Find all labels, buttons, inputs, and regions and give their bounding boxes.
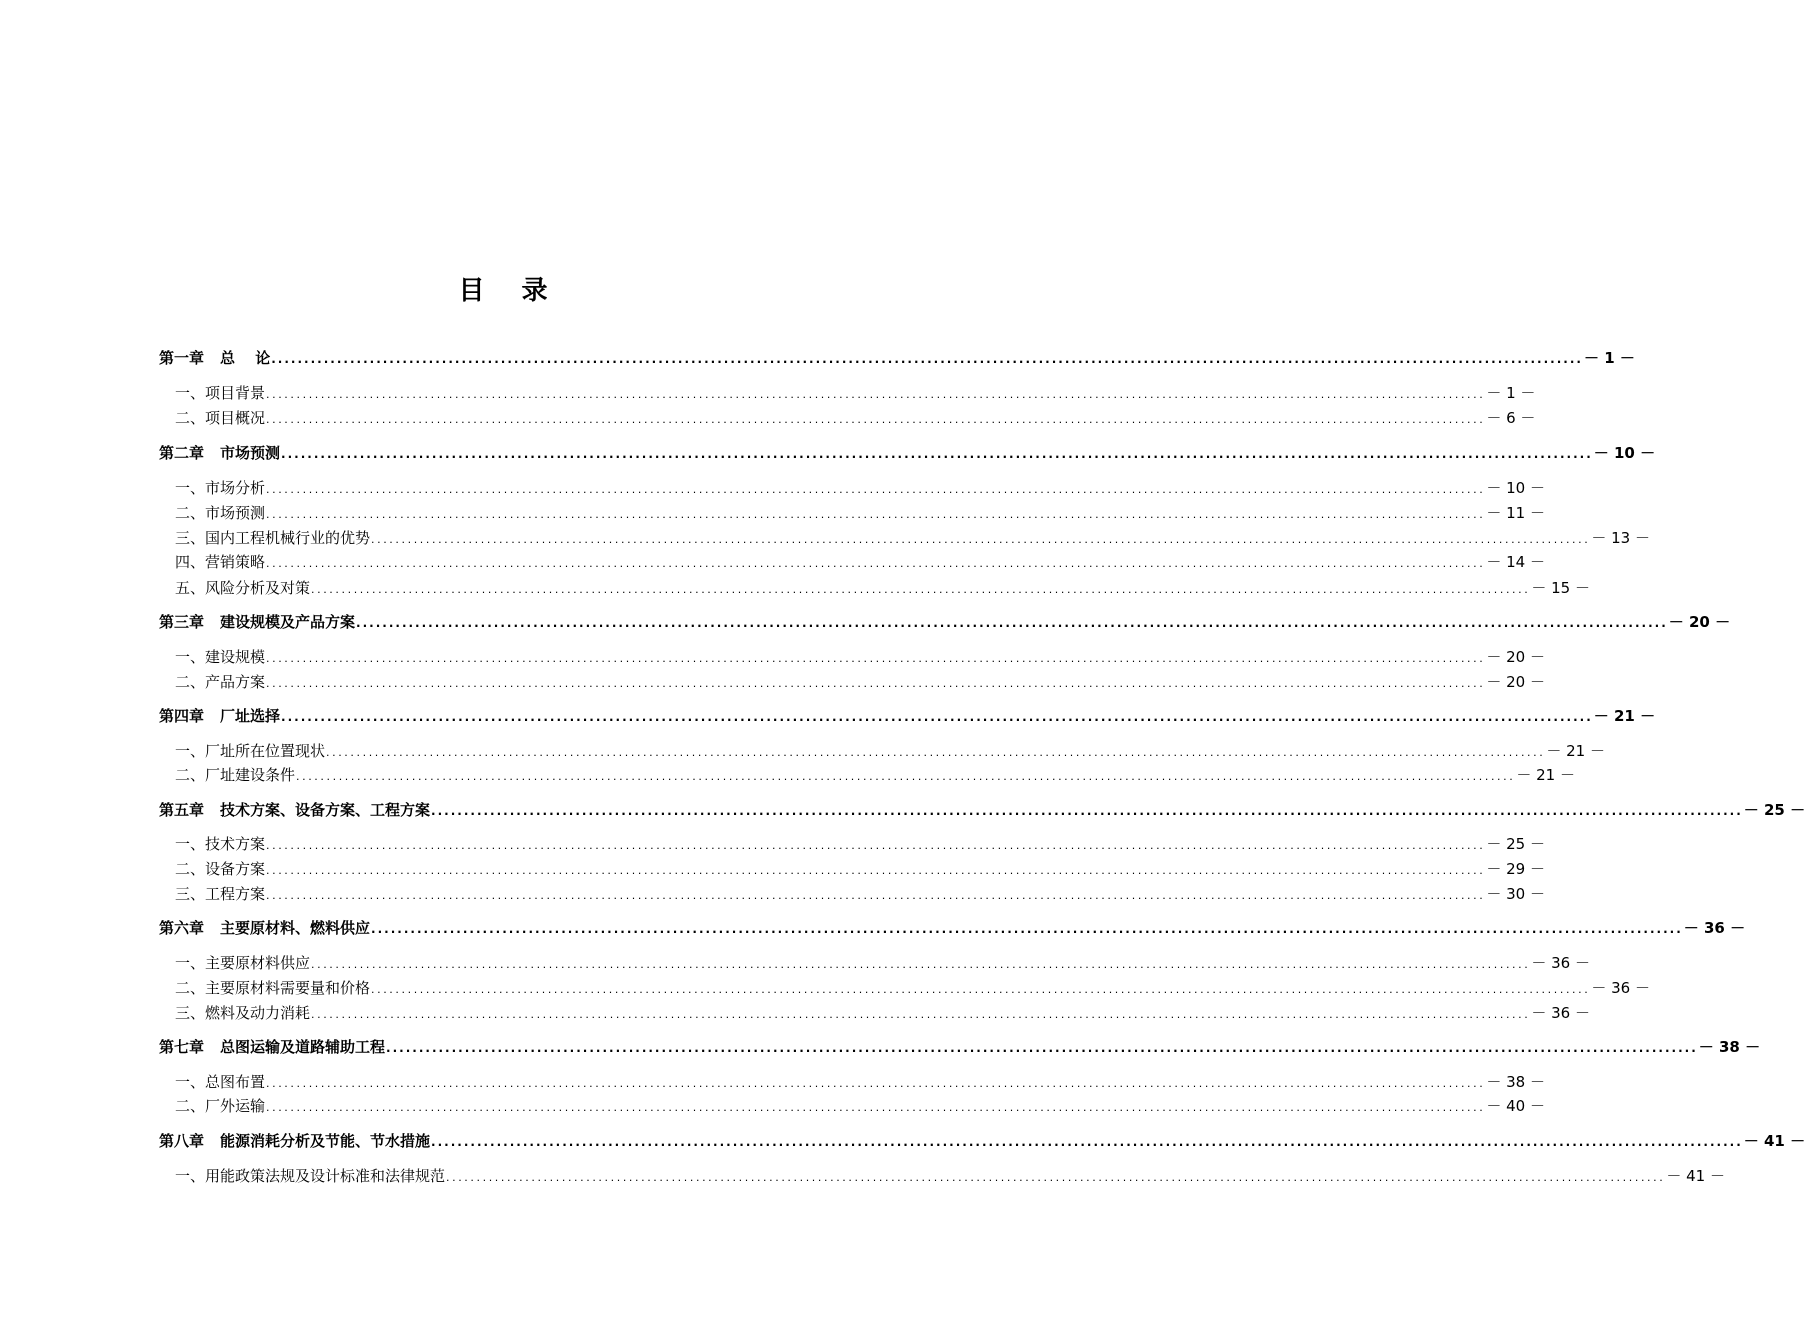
toc-entry-label: 一、厂址所在位置现状 [175,742,326,760]
chapter-number: 第七章 [159,1038,205,1056]
dot-leader: ........................................................................................................................................................................................................ [371,983,1591,996]
page-number: － 10 － [1593,444,1656,462]
page-number: － 36 － [1531,1004,1590,1022]
dot-leader: ........................................................................................................................................................................................................ [281,447,1593,461]
chapter-number: 第八章 [159,1132,205,1150]
toc-section-entry[interactable] [159,954,1590,974]
page-number: － 21 － [1516,766,1575,784]
dot-leader: ........................................................................................................................................................................................................ [266,889,1486,902]
page-number: － 41 － [1743,1132,1805,1150]
toc-chapter-entry[interactable] [159,801,1805,820]
page-number: － 41 － [1666,1167,1725,1185]
page-number: － 20 － [1486,648,1545,666]
chapter-title: 厂址选择 [220,707,281,725]
chapter-number: 第五章 [159,801,205,819]
page-number: － 1 － [1583,349,1635,367]
toc-entry-label [159,1038,385,1056]
page-number: － 1 － [1486,384,1536,402]
dot-leader: ........................................................................................................................................................................................................ [266,557,1486,570]
chapter-title: 市场预测 [220,444,281,462]
toc-chapter-entry[interactable] [159,444,1656,463]
toc-entry-label: 一、项目背景 [175,384,266,402]
toc-entry-label: 三、国内工程机械行业的优势 [175,529,371,547]
toc-section-entry[interactable] [159,1097,1545,1117]
toc-section-entry[interactable] [159,766,1575,786]
page-number: － 36 － [1591,979,1650,997]
dot-leader: ........................................................................................................................................................................................................ [271,352,1583,366]
dot-leader: ........................................................................................................................................................................................................ [311,1008,1531,1021]
chapter-number: 第一章 [159,349,205,367]
toc-entry-label: 一、技术方案 [175,835,266,853]
toc-section-entry[interactable] [159,553,1545,573]
dot-leader: ........................................................................................................................................................................................................ [311,583,1531,596]
dot-leader: ........................................................................................................................................................................................................ [431,804,1743,818]
toc-entry-label [159,801,430,819]
dot-leader: ........................................................................................................................................................................................................ [431,1135,1743,1149]
dot-leader: ........................................................................................................................................................................................................ [266,864,1486,877]
page-number: － 25 － [1486,835,1545,853]
page-number: － 38 － [1698,1038,1761,1056]
dot-leader: ........................................................................................................................................................................................................ [386,1041,1698,1055]
page-number: － 6 － [1486,409,1536,427]
toc-entry-label [159,444,280,462]
chapter-number: 第六章 [159,919,205,937]
toc-section-entry[interactable] [159,1167,1725,1187]
dot-leader: ........................................................................................................................................................................................................ [371,922,1683,936]
page-number: － 21 － [1593,707,1656,725]
toc-section-entry[interactable] [159,1004,1590,1024]
dot-leader: ........................................................................................................................................................................................................ [356,616,1668,630]
dot-leader: ........................................................................................................................................................................................................ [266,1101,1486,1114]
page-number: － 14 － [1486,553,1545,571]
toc-entry-label: 一、总图布置 [175,1073,266,1091]
page-number: － 21 － [1546,742,1605,760]
chapter-title: 技术方案、设备方案、工程方案 [220,801,431,819]
toc-chapter-entry[interactable] [159,919,1746,938]
dot-leader: ........................................................................................................................................................................................................ [266,483,1486,496]
toc-entry-label [159,919,370,937]
page-number: － 25 － [1743,801,1805,819]
toc-entry-label: 三、工程方案 [175,885,266,903]
toc-entry-label: 二、市场预测 [175,504,266,522]
page-number: － 10 － [1486,479,1545,497]
dot-leader: ........................................................................................................................................................................................................ [266,1077,1486,1090]
toc-entry-label [159,349,270,367]
chapter-title: 主要原材料、燃料供应 [220,919,371,937]
toc-entry-label [159,707,280,725]
dot-leader: ........................................................................................................................................................................................................ [281,710,1593,724]
toc-section-entry[interactable] [159,579,1590,599]
toc-entry-label: 一、市场分析 [175,479,266,497]
page-number: － 29 － [1486,860,1545,878]
toc-section-entry[interactable] [159,648,1545,668]
toc-chapter-entry[interactable] [159,349,1635,368]
toc-section-entry[interactable] [159,835,1545,855]
chapter-number: 第三章 [159,613,205,631]
chapter-title: 能源消耗分析及节能、节水措施 [220,1132,431,1150]
toc-entry-label: 二、项目概况 [175,409,266,427]
chapter-number: 第二章 [159,444,205,462]
dot-leader: ........................................................................................................................................................................................................ [311,958,1531,971]
toc-section-entry[interactable] [159,409,1536,429]
page-number: － 36 － [1683,919,1746,937]
toc-entry-label: 五、风险分析及对策 [175,579,311,597]
toc-entry-label [159,613,355,631]
toc-entry-label [159,1132,430,1150]
chapter-title: 建设规模及产品方案 [220,613,356,631]
page-number: － 38 － [1486,1073,1545,1091]
page-number: － 13 － [1591,529,1650,547]
chapter-title: 总图运输及道路辅助工程 [220,1038,386,1056]
toc-entry-label: 一、用能政策法规及设计标准和法律规范 [175,1167,446,1185]
dot-leader: ........................................................................................................................................................................................................ [446,1171,1666,1184]
dot-leader: ........................................................................................................................................................................................................ [371,533,1591,546]
toc-entry-label: 一、主要原材料供应 [175,954,311,972]
dot-leader: ........................................................................................................................................................................................................ [296,770,1516,783]
page-number: － 20 － [1486,673,1545,691]
toc-section-entry[interactable] [159,860,1545,880]
page-number: － 30 － [1486,885,1545,903]
dot-leader: ........................................................................................................................................................................................................ [266,652,1486,665]
dot-leader: ........................................................................................................................................................................................................ [266,677,1486,690]
page-number: － 15 － [1531,579,1590,597]
toc-entry-label: 三、燃料及动力消耗 [175,1004,311,1022]
toc-title: 目 录 [458,276,562,306]
toc-entry-label: 二、厂外运输 [175,1097,266,1115]
dot-leader: ........................................................................................................................................................................................................ [326,746,1546,759]
dot-leader: ........................................................................................................................................................................................................ [266,388,1486,401]
page-number: － 36 － [1531,954,1590,972]
toc-entry-label: 二、设备方案 [175,860,266,878]
toc-chapter-entry[interactable] [159,613,1731,632]
toc-chapter-entry[interactable] [159,1038,1761,1057]
toc-section-entry[interactable] [159,979,1650,999]
toc-entry-label: 一、建设规模 [175,648,266,666]
toc-section-entry[interactable] [159,504,1545,524]
page-number: － 11 － [1486,504,1545,522]
dot-leader: ........................................................................................................................................................................................................ [266,839,1486,852]
toc-chapter-entry[interactable] [159,707,1656,726]
toc-entry-label: 二、厂址建设条件 [175,766,296,784]
dot-leader: ........................................................................................................................................................................................................ [266,413,1486,426]
toc-section-entry[interactable] [159,742,1605,762]
chapter-number: 第四章 [159,707,205,725]
toc-section-entry[interactable] [159,384,1536,404]
toc-entry-label: 二、产品方案 [175,673,266,691]
chapter-title: 总 论 [220,349,271,367]
toc-entry-label: 四、营销策略 [175,553,266,571]
dot-leader: ........................................................................................................................................................................................................ [266,508,1486,521]
page-number: － 40 － [1486,1097,1545,1115]
toc-section-entry[interactable] [159,529,1650,549]
toc-section-entry[interactable] [159,673,1545,693]
page-number: － 20 － [1668,613,1731,631]
toc-section-entry[interactable] [159,885,1545,905]
toc-section-entry[interactable] [159,479,1545,499]
toc-chapter-entry[interactable] [159,1132,1805,1151]
toc-entry-label: 二、主要原材料需要量和价格 [175,979,371,997]
toc-section-entry[interactable] [159,1073,1545,1093]
